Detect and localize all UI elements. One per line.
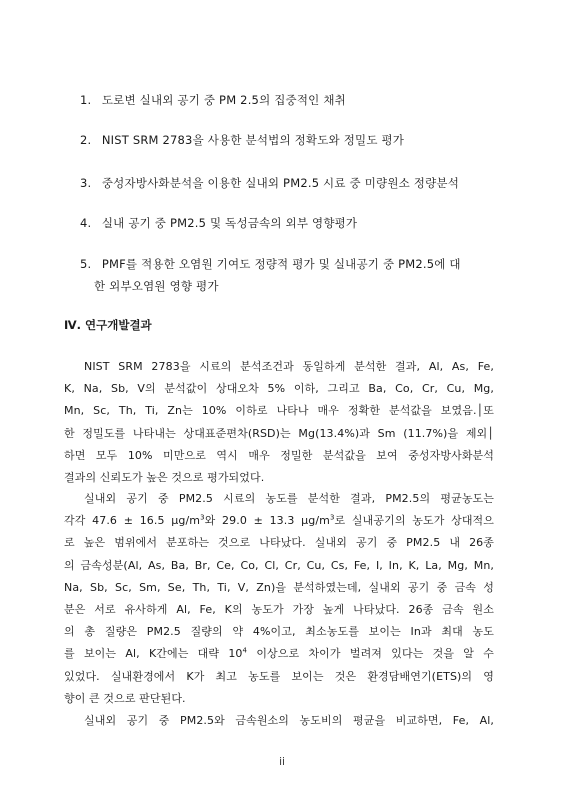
- list-number: 2.: [80, 133, 92, 147]
- paragraph-ratio: [64, 710, 494, 732]
- paragraph-line: NIST SRM 2783을 시료의 분석조건과 동일하게 분석한 결과, Al, As, Fe,: [84, 360, 494, 373]
- superscript: 4: [242, 646, 248, 655]
- paragraph-line: 의 금속성분(Al, As, Ba, Br, Ce, Co, Cl, Cr, Cu, Cs, Fe, I, In, K, La, Mg, Mn,: [64, 558, 494, 572]
- paragraph-line: Na, Sb, Sc, Sm, Se, Th, Ti, V, Zn)을 분석하였는데, 실내외 공기 중 금속 성: [64, 580, 494, 594]
- list-text: 도로변 실내외 공기 중 PM 2.5의 집중적인 채취: [101, 93, 346, 107]
- paragraph-line: 실내외 공기 중 PM2.5 시료의 농도를 분석한 결과, PM2.5의 평균농도는: [84, 492, 494, 505]
- superscript: 3: [200, 513, 205, 522]
- paragraph-line: 결과의 신뢰도가 높은 것으로 평가되었다.: [64, 471, 265, 485]
- paragraph-line: 분은 서로 유사하게 Al, Fe, K의 농도가 가장 높게 나타났다. 26종 금속 원소: [64, 603, 494, 617]
- text-segment: 로 실내공기의 농도가 상대적으: [334, 514, 494, 528]
- list-text: PMF를 적용한 오염원 기여도 정량적 평가 및 실내공기 중 PM2.5에 대: [101, 257, 461, 271]
- paragraph-line: 실내외 공기 중 PM2.5와 금속원소의 농도비의 평균을 비교하면, Fe, Al,: [84, 714, 494, 727]
- paragraph-line: 로 높은 범위에서 분포하는 것으로 나타났다. 실내외 공기 중 PM2.5 내 26종: [64, 536, 494, 550]
- list-number: 5.: [80, 257, 92, 271]
- page-number: ii: [279, 756, 285, 768]
- list-item: [80, 89, 500, 111]
- paragraph-line: Mn, Sc, Th, Ti, Zn는 10% 이하로 나타나 매우 정확한 분석값을 보였음.│또: [64, 404, 494, 418]
- text-segment: 이상으로 차이가 벌려져 있다는 것을 알 수: [247, 647, 494, 661]
- paragraph-line: 한 정밀도를 나타내는 상대표준편차(RSD)는 Mg(13.4%)과 Sm (11.7%)을 제외│: [64, 426, 494, 440]
- list-item: [80, 172, 500, 194]
- paragraph-line: [64, 510, 494, 532]
- list-item: [80, 212, 500, 234]
- list-text: 중성자방사화분석을 이용한 실내외 PM2.5 시료 중 미량원소 정량분석: [101, 176, 460, 190]
- paragraph-line: 의 총 질량은 PM2.5 질량의 약 4%이고, 최소농도를 보이는 In과 최대 농도: [64, 625, 494, 639]
- list-number: 4.: [80, 216, 92, 230]
- superscript: 3: [329, 513, 335, 522]
- text-segment: 를 보이는 Al, K간에는 대략 10: [64, 647, 243, 661]
- paragraph-line: [64, 643, 494, 665]
- list-item: [80, 129, 500, 151]
- list-text: 실내 공기 중 PM2.5 및 독성금속의 외부 영향평가: [101, 216, 358, 230]
- list-text: NIST SRM 2783을 사용한 분석법의 정확도와 정밀도 평가: [101, 133, 405, 147]
- paragraph-line: 하면 모두 10% 미만으로 역시 매우 정밀한 분석값을 보여 중성자방사화분석: [64, 448, 494, 462]
- paragraph-line: 있었다. 실내환경에서 K가 최고 농도를 보이는 것은 환경담배연기(ETS)의 영: [64, 669, 494, 683]
- list-number: 3.: [80, 176, 92, 190]
- paragraph-accuracy: [64, 356, 494, 489]
- list-item: [80, 253, 500, 297]
- paragraph-line: 향이 큰 것으로 판단된다.: [64, 691, 186, 705]
- list-text-continuation: 한 외부오염원 영향 평가: [94, 279, 219, 293]
- paragraph-line: K, Na, Sb, V의 분석값이 상대오차 5% 이하, 그리고 Ba, Co, Cr, Cu, Mg,: [64, 382, 494, 396]
- text-segment: 와 29.0 ± 13.3 μg/m: [204, 514, 330, 528]
- list-number: 1.: [80, 93, 92, 107]
- paragraph-concentration: [64, 488, 494, 710]
- section-heading: Ⅳ. 연구개발결과: [64, 318, 152, 332]
- text-segment: 각각 47.6 ± 16.5 μg/m: [64, 514, 201, 528]
